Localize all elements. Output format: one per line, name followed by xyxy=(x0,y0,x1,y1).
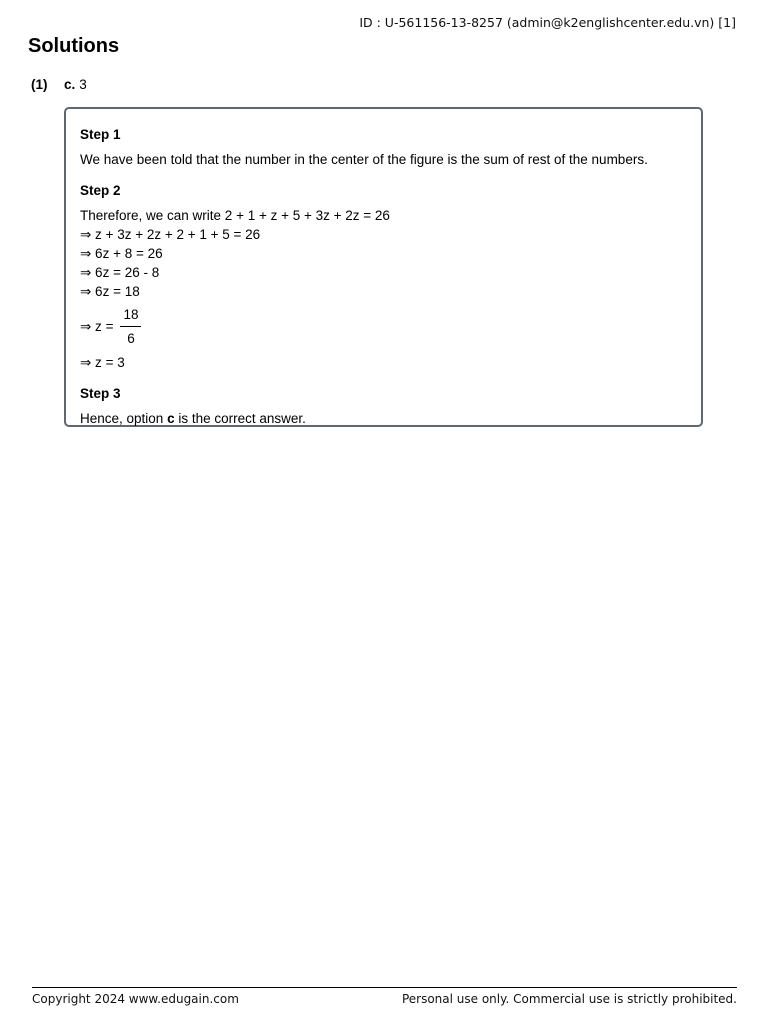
step3-text-after: is the correct answer. xyxy=(174,411,306,426)
step2-line: ⇒ z + 3z + 2z + 2 + 1 + 5 = 26 xyxy=(80,227,261,242)
step2-line: ⇒ 6z = 18 xyxy=(80,284,140,299)
fraction xyxy=(120,307,141,346)
footer-divider xyxy=(32,987,737,988)
step1-heading: Step 1 xyxy=(80,127,121,142)
step2-final-line: ⇒ z = 3 xyxy=(80,355,125,370)
answer-option-letter: c. xyxy=(64,77,76,92)
step2-line: ⇒ 6z = 26 - 8 xyxy=(80,265,160,280)
fraction-denominator: 6 xyxy=(127,330,135,346)
document-id: ID : U-561156-13-8257 (admin@k2englishcenter.edu.vn) [1] xyxy=(359,15,736,30)
step2-line: Therefore, we can write 2 + 1 + z + 5 + 3z + 2z = 26 xyxy=(80,208,390,223)
page-title: Solutions xyxy=(28,35,120,57)
footer-copyright: Copyright 2024 www.edugain.com xyxy=(32,992,239,1006)
step3-option: c xyxy=(167,411,175,426)
fraction-equation xyxy=(80,301,687,351)
answer-option-value: 3 xyxy=(79,77,87,92)
question-number: (1) xyxy=(31,77,48,92)
footer-notice: Personal use only. Commercial use is strictly prohibited. xyxy=(401,992,737,1006)
step2-line: ⇒ 6z + 8 = 26 xyxy=(80,246,163,261)
step3-heading: Step 3 xyxy=(80,386,121,401)
fraction-prefix: ⇒ z = xyxy=(80,318,114,334)
question-answer xyxy=(31,77,87,92)
step1-text: We have been told that the number in the center of the figure is the sum of rest of the numbers. xyxy=(80,152,648,167)
fraction-numerator: 18 xyxy=(123,306,139,322)
step3-text-before: Hence, option xyxy=(80,411,168,426)
step2-heading: Step 2 xyxy=(80,183,121,198)
step3-text xyxy=(80,409,687,428)
solution-box xyxy=(64,107,703,427)
